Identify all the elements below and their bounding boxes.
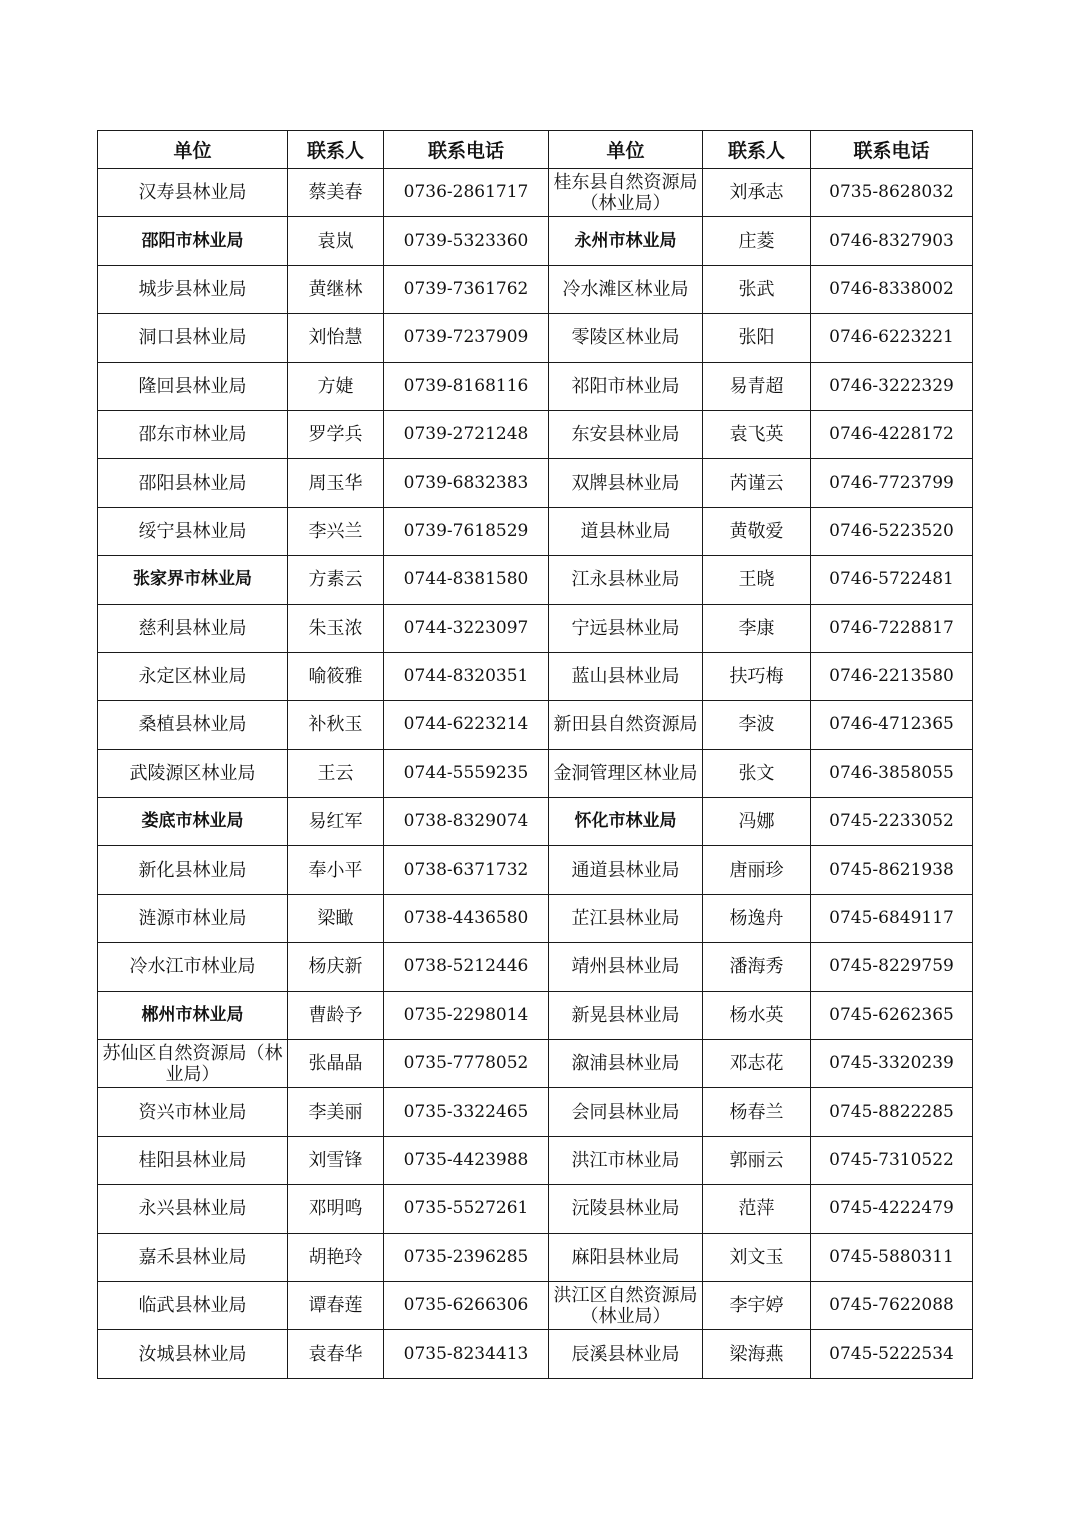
phone-cell: 0746-2213580 xyxy=(811,652,973,700)
phone-cell: 0735-2298014 xyxy=(384,991,549,1039)
header-unit: 单位 xyxy=(549,131,703,169)
header-contact: 联系人 xyxy=(288,131,384,169)
unit-cell: 新化县林业局 xyxy=(98,846,288,894)
unit-cell: 道县林业局 xyxy=(549,507,703,555)
phone-cell: 0744-6223214 xyxy=(384,701,549,749)
header-phone: 联系电话 xyxy=(384,131,549,169)
contact-cell: 方素云 xyxy=(288,556,384,604)
contact-cell: 邓明鸣 xyxy=(288,1185,384,1233)
contact-cell: 梁海燕 xyxy=(703,1330,811,1378)
unit-cell: 绥宁县林业局 xyxy=(98,507,288,555)
unit-cell: 宁远县林业局 xyxy=(549,604,703,652)
contact-cell: 袁岚 xyxy=(288,217,384,265)
unit-cell: 隆回县林业局 xyxy=(98,362,288,410)
table-row xyxy=(98,1185,973,1233)
table-row xyxy=(98,1040,973,1088)
unit-cell: 冷水滩区林业局 xyxy=(549,265,703,313)
phone-cell: 0745-7310522 xyxy=(811,1136,973,1184)
phone-cell: 0745-6849117 xyxy=(811,894,973,942)
unit-cell: 苏仙区自然资源局（林业局） xyxy=(98,1040,288,1088)
table-row xyxy=(98,410,973,458)
contact-cell: 邓志花 xyxy=(703,1040,811,1088)
contact-cell: 扶巧梅 xyxy=(703,652,811,700)
contact-cell: 杨春兰 xyxy=(703,1088,811,1136)
unit-cell: 永兴县林业局 xyxy=(98,1185,288,1233)
phone-cell: 0746-4712365 xyxy=(811,701,973,749)
unit-cell: 蓝山县林业局 xyxy=(549,652,703,700)
contact-cell: 唐丽珍 xyxy=(703,846,811,894)
unit-cell: 永定区林业局 xyxy=(98,652,288,700)
table-row xyxy=(98,652,973,700)
phone-cell: 0745-3320239 xyxy=(811,1040,973,1088)
contact-cell: 易青超 xyxy=(703,362,811,410)
contact-cell: 黄敬爱 xyxy=(703,507,811,555)
phone-cell: 0735-2396285 xyxy=(384,1233,549,1281)
contact-cell: 王云 xyxy=(288,749,384,797)
phone-cell: 0746-7228817 xyxy=(811,604,973,652)
unit-cell: 娄底市林业局 xyxy=(98,798,288,846)
contact-cell: 刘承志 xyxy=(703,169,811,217)
phone-cell: 0746-7723799 xyxy=(811,459,973,507)
contact-cell: 刘雪锋 xyxy=(288,1136,384,1184)
contact-cell: 胡艳玲 xyxy=(288,1233,384,1281)
contact-table xyxy=(97,130,973,1379)
table-row xyxy=(98,894,973,942)
contact-cell: 蔡美春 xyxy=(288,169,384,217)
contact-cell: 杨庆新 xyxy=(288,943,384,991)
header-unit: 单位 xyxy=(98,131,288,169)
phone-cell: 0746-5722481 xyxy=(811,556,973,604)
contact-cell: 王晓 xyxy=(703,556,811,604)
phone-cell: 0746-4228172 xyxy=(811,410,973,458)
unit-cell: 双牌县林业局 xyxy=(549,459,703,507)
contact-cell: 庄菱 xyxy=(703,217,811,265)
phone-cell: 0745-5222534 xyxy=(811,1330,973,1378)
phone-cell: 0746-5223520 xyxy=(811,507,973,555)
unit-cell: 洞口县林业局 xyxy=(98,314,288,362)
contact-cell: 张阳 xyxy=(703,314,811,362)
phone-cell: 0735-5527261 xyxy=(384,1185,549,1233)
phone-cell: 0738-8329074 xyxy=(384,798,549,846)
contact-cell: 刘文玉 xyxy=(703,1233,811,1281)
phone-cell: 0744-8320351 xyxy=(384,652,549,700)
contact-cell: 易红军 xyxy=(288,798,384,846)
unit-cell: 洪江区自然资源局（林业局） xyxy=(549,1281,703,1329)
phone-cell: 0746-8338002 xyxy=(811,265,973,313)
phone-cell: 0745-2233052 xyxy=(811,798,973,846)
phone-cell: 0739-8168116 xyxy=(384,362,549,410)
table-row xyxy=(98,846,973,894)
contact-cell: 谭春莲 xyxy=(288,1281,384,1329)
table-row xyxy=(98,1330,973,1378)
unit-cell: 靖州县林业局 xyxy=(549,943,703,991)
phone-cell: 0735-4423988 xyxy=(384,1136,549,1184)
unit-cell: 汝城县林业局 xyxy=(98,1330,288,1378)
phone-cell: 0746-3222329 xyxy=(811,362,973,410)
phone-cell: 0735-7778052 xyxy=(384,1040,549,1088)
unit-cell: 邵阳县林业局 xyxy=(98,459,288,507)
header-row xyxy=(98,131,973,169)
contact-cell: 李兴兰 xyxy=(288,507,384,555)
table-row xyxy=(98,1088,973,1136)
contact-cell: 李宇婷 xyxy=(703,1281,811,1329)
unit-cell: 江永县林业局 xyxy=(549,556,703,604)
phone-cell: 0735-8234413 xyxy=(384,1330,549,1378)
unit-cell: 邵阳市林业局 xyxy=(98,217,288,265)
contact-cell: 张晶晶 xyxy=(288,1040,384,1088)
unit-cell: 零陵区林业局 xyxy=(549,314,703,362)
contact-cell: 补秋玉 xyxy=(288,701,384,749)
phone-cell: 0738-4436580 xyxy=(384,894,549,942)
phone-cell: 0738-6371732 xyxy=(384,846,549,894)
phone-cell: 0745-7622088 xyxy=(811,1281,973,1329)
phone-cell: 0746-8327903 xyxy=(811,217,973,265)
phone-cell: 0735-3322465 xyxy=(384,1088,549,1136)
phone-cell: 0738-5212446 xyxy=(384,943,549,991)
unit-cell: 新晃县林业局 xyxy=(549,991,703,1039)
contact-cell: 黄继林 xyxy=(288,265,384,313)
contact-cell: 周玉华 xyxy=(288,459,384,507)
phone-cell: 0745-4222479 xyxy=(811,1185,973,1233)
unit-cell: 桂阳县林业局 xyxy=(98,1136,288,1184)
phone-cell: 0745-8621938 xyxy=(811,846,973,894)
header-contact: 联系人 xyxy=(703,131,811,169)
phone-cell: 0744-8381580 xyxy=(384,556,549,604)
unit-cell: 会同县林业局 xyxy=(549,1088,703,1136)
unit-cell: 临武县林业局 xyxy=(98,1281,288,1329)
contact-cell: 方婕 xyxy=(288,362,384,410)
table-row xyxy=(98,943,973,991)
table-row xyxy=(98,749,973,797)
contact-cell: 梁瞰 xyxy=(288,894,384,942)
phone-cell: 0739-7361762 xyxy=(384,265,549,313)
unit-cell: 涟源市林业局 xyxy=(98,894,288,942)
contact-cell: 罗学兵 xyxy=(288,410,384,458)
contact-cell: 袁春华 xyxy=(288,1330,384,1378)
contact-cell: 喻筱雅 xyxy=(288,652,384,700)
contact-cell: 潘海秀 xyxy=(703,943,811,991)
phone-cell: 0739-6832383 xyxy=(384,459,549,507)
table-row xyxy=(98,1233,973,1281)
unit-cell: 通道县林业局 xyxy=(549,846,703,894)
contact-cell: 袁飞英 xyxy=(703,410,811,458)
phone-cell: 0745-8229759 xyxy=(811,943,973,991)
contact-cell: 李波 xyxy=(703,701,811,749)
contact-cell: 范萍 xyxy=(703,1185,811,1233)
contact-cell: 杨水英 xyxy=(703,991,811,1039)
header-phone: 联系电话 xyxy=(811,131,973,169)
unit-cell: 武陵源区林业局 xyxy=(98,749,288,797)
contact-cell: 朱玉浓 xyxy=(288,604,384,652)
contact-cell: 奉小平 xyxy=(288,846,384,894)
contact-cell: 杨逸舟 xyxy=(703,894,811,942)
table-row xyxy=(98,701,973,749)
unit-cell: 怀化市林业局 xyxy=(549,798,703,846)
unit-cell: 慈利县林业局 xyxy=(98,604,288,652)
unit-cell: 永州市林业局 xyxy=(549,217,703,265)
contact-cell: 李美丽 xyxy=(288,1088,384,1136)
table-row xyxy=(98,459,973,507)
table-row xyxy=(98,991,973,1039)
unit-cell: 汉寿县林业局 xyxy=(98,169,288,217)
phone-cell: 0736-2861717 xyxy=(384,169,549,217)
contact-cell: 刘怡慧 xyxy=(288,314,384,362)
table-row xyxy=(98,1136,973,1184)
unit-cell: 张家界市林业局 xyxy=(98,556,288,604)
contact-cell: 张文 xyxy=(703,749,811,797)
phone-cell: 0745-6262365 xyxy=(811,991,973,1039)
phone-cell: 0745-8822285 xyxy=(811,1088,973,1136)
contact-cell: 郭丽云 xyxy=(703,1136,811,1184)
unit-cell: 桂东县自然资源局（林业局） xyxy=(549,169,703,217)
phone-cell: 0739-7618529 xyxy=(384,507,549,555)
phone-cell: 0746-6223221 xyxy=(811,314,973,362)
unit-cell: 溆浦县林业局 xyxy=(549,1040,703,1088)
phone-cell: 0739-5323360 xyxy=(384,217,549,265)
table-row xyxy=(98,798,973,846)
unit-cell: 嘉禾县林业局 xyxy=(98,1233,288,1281)
contact-cell: 张武 xyxy=(703,265,811,313)
unit-cell: 东安县林业局 xyxy=(549,410,703,458)
phone-cell: 0739-2721248 xyxy=(384,410,549,458)
table-row xyxy=(98,604,973,652)
unit-cell: 芷江县林业局 xyxy=(549,894,703,942)
table-row xyxy=(98,217,973,265)
phone-cell: 0735-6266306 xyxy=(384,1281,549,1329)
unit-cell: 桑植县林业局 xyxy=(98,701,288,749)
contact-cell: 芮谨云 xyxy=(703,459,811,507)
phone-cell: 0745-5880311 xyxy=(811,1233,973,1281)
phone-cell: 0746-3858055 xyxy=(811,749,973,797)
phone-cell: 0744-5559235 xyxy=(384,749,549,797)
table-row xyxy=(98,362,973,410)
table-row xyxy=(98,314,973,362)
table-row xyxy=(98,1281,973,1329)
unit-cell: 辰溪县林业局 xyxy=(549,1330,703,1378)
unit-cell: 金洞管理区林业局 xyxy=(549,749,703,797)
unit-cell: 新田县自然资源局 xyxy=(549,701,703,749)
table-row xyxy=(98,556,973,604)
contact-cell: 冯娜 xyxy=(703,798,811,846)
unit-cell: 祁阳市林业局 xyxy=(549,362,703,410)
unit-cell: 邵东市林业局 xyxy=(98,410,288,458)
table-body xyxy=(98,169,973,1379)
unit-cell: 洪江市林业局 xyxy=(549,1136,703,1184)
contact-cell: 李康 xyxy=(703,604,811,652)
unit-cell: 沅陵县林业局 xyxy=(549,1185,703,1233)
unit-cell: 资兴市林业局 xyxy=(98,1088,288,1136)
table-row xyxy=(98,265,973,313)
table-row xyxy=(98,169,973,217)
contact-cell: 曹龄予 xyxy=(288,991,384,1039)
unit-cell: 郴州市林业局 xyxy=(98,991,288,1039)
unit-cell: 冷水江市林业局 xyxy=(98,943,288,991)
phone-cell: 0735-8628032 xyxy=(811,169,973,217)
unit-cell: 麻阳县林业局 xyxy=(549,1233,703,1281)
phone-cell: 0739-7237909 xyxy=(384,314,549,362)
unit-cell: 城步县林业局 xyxy=(98,265,288,313)
table-row xyxy=(98,507,973,555)
phone-cell: 0744-3223097 xyxy=(384,604,549,652)
